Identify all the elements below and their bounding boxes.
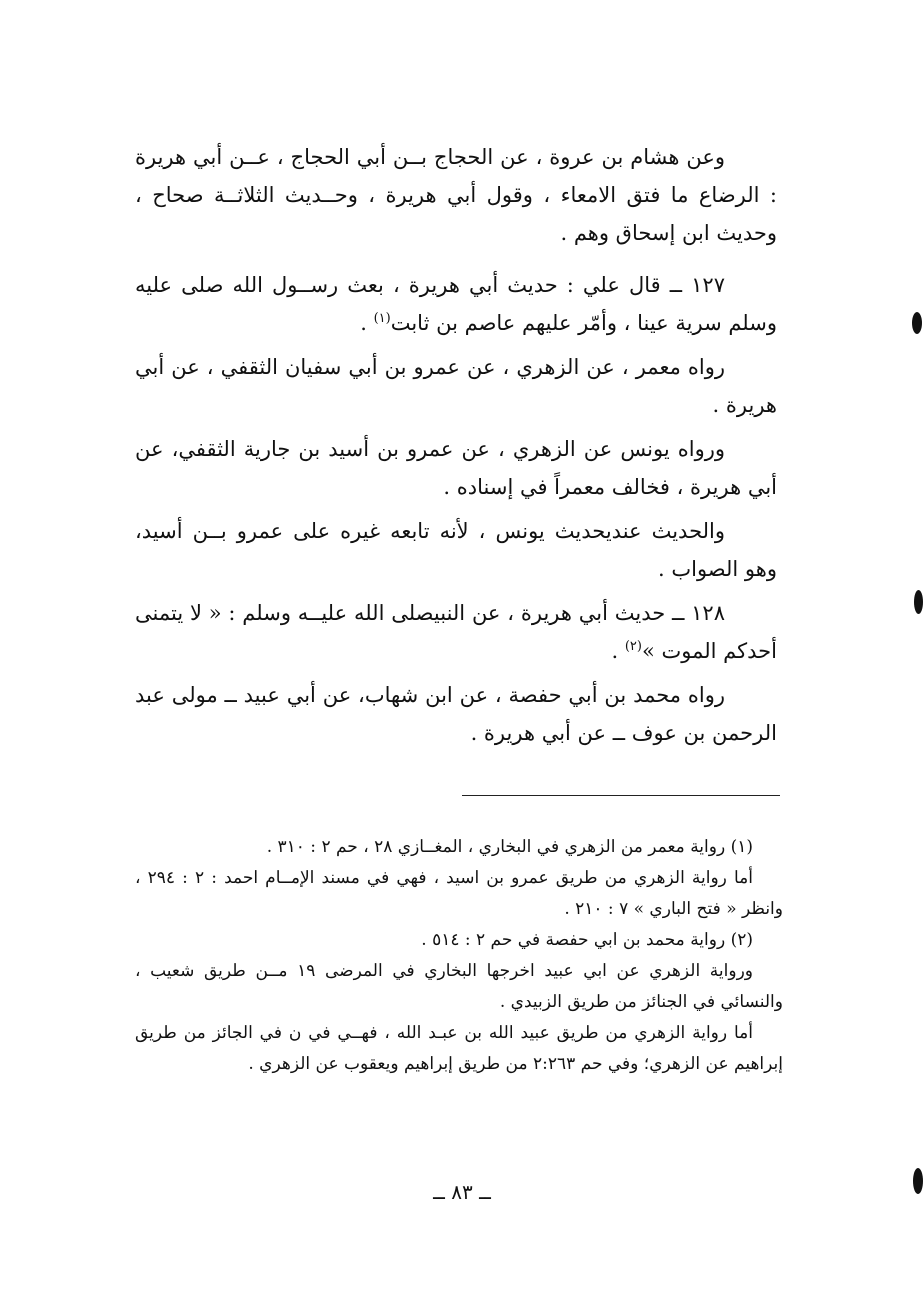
scan-edge-mark	[912, 312, 922, 334]
footnotes	[135, 832, 783, 1080]
footnote-divider	[462, 795, 780, 796]
punctuation: .	[360, 311, 374, 335]
footnote: أما رواية الزهري من طريق عبيد الله بن عبـد الله ، فهــي في ن في الجائز من طريق إبراهيم عن الزهري؛ وفي حم ٢:٢٦٣ من طريق إبراهيم ويعقوب عن الزهري .	[135, 1023, 783, 1074]
punctuation: .	[611, 639, 625, 663]
footnote: ورواية الزهري عن ابي عبيد اخرجها البخاري في المرضى ١٩ مــن طريق شعيب ، والنسائي في الجنائز من طريق الزبيدي .	[135, 961, 783, 1012]
scan-edge-mark	[913, 1168, 923, 1194]
paragraph: ورواه يونس عن الزهري ، عن عمرو بن أسيد بن جارية الثقفي، عن أبي هريرة ، فخالف معمراً في إسناده .	[135, 437, 777, 499]
main-text	[135, 138, 777, 758]
hadith-text: ١٢٧ ــ قال علي : حديث أبي هريرة ، بعث رســول الله صلى عليه وسلم سرية عينا ، وأمّر عليهم عاصم بن ثابت	[135, 273, 777, 335]
hadith-text: ١٢٨ ــ حديث أبي هريرة ، عن النبيصلى الله عليــه وسلم : « لا يتمنى أحدكم الموت »	[135, 601, 777, 663]
paragraph: رواه معمر ، عن الزهري ، عن عمرو بن أبي سفيان الثقفي ، عن أبي هريرة .	[135, 355, 777, 417]
footnote: (١) رواية معمر من الزهري في البخاري ، المغــازي ٢٨ ، حم ٢ : ٣١٠ .	[266, 837, 753, 857]
footnote: أما رواية الزهري من طريق عمرو بن اسيد ، فهي في مسند الإمــام احمد : ٢ : ٢٩٤ ، وانظر « فتح الباري » ٧ : ٢١٠ .	[135, 868, 783, 919]
paragraph: رواه محمد بن أبي حفصة ، عن ابن شهاب، عن أبي عبيد ــ مولى عبد الرحمن بن عوف ــ عن أبي هريرة .	[135, 683, 777, 745]
footnote: (٢) رواية محمد بن ابي حفصة في حم ٢ : ٥١٤ .	[421, 930, 753, 950]
page-number: ــ ٨٣ ــ	[433, 1180, 491, 1204]
hadith-127	[135, 266, 777, 342]
footnote-ref-1: (١)	[373, 311, 391, 326]
scan-edge-mark	[914, 590, 923, 614]
hadith-128	[135, 594, 777, 670]
paragraph: والحديث عنديحديث يونس ، لأنه تابعه غيره على عمرو بــن أسيد، وهو الصواب .	[135, 519, 777, 581]
paragraph: وعن هشام بن عروة ، عن الحجاج بــن أبي الحجاج ، عــن أبي هريرة : الرضاع ما فتق الامعاء ، وقول أبي هريرة ، وحــديث الثلاثــة صحاح ، وحديث ابن إسحاق وهم .	[135, 145, 777, 245]
footnote-ref-2: (٢)	[624, 639, 642, 654]
